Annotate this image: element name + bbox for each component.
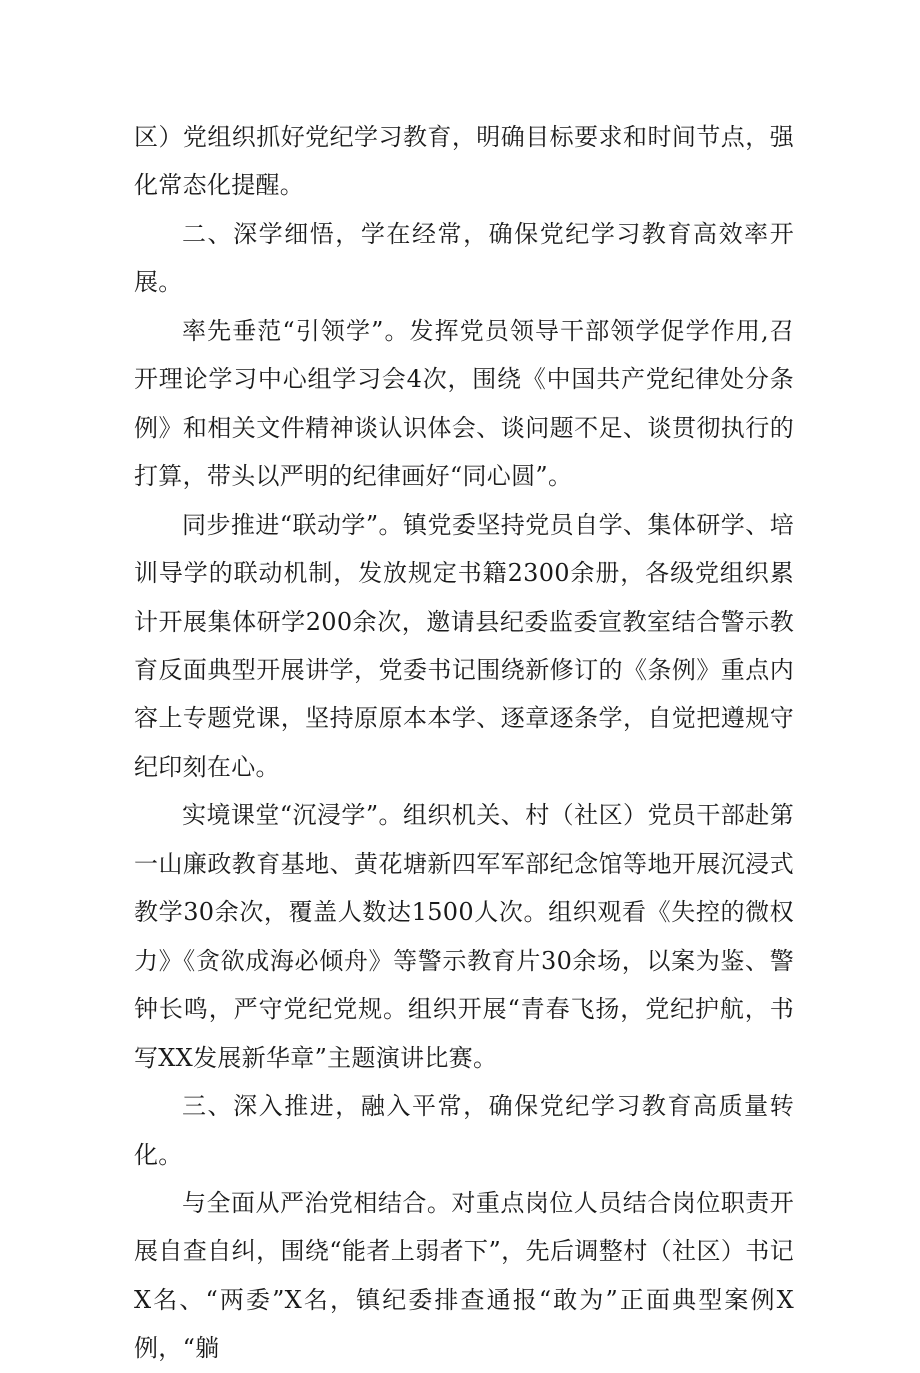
- paragraph-continuation: 区）党组织抓好党纪学习教育，明确目标要求和时间节点，强化常态化提醒。: [134, 123, 794, 200]
- document-body: [134, 113, 794, 1373]
- paragraph-strict-governance: 与全面从严治党相结合。对重点岗位人员结合岗位职责开展自查自纠，围绕“能者上弱者下”，先后调整村（社区）书记X名、“两委”X名，镇纪委排查通报“敢为”正面典型案例X例，“躺: [134, 1188, 794, 1363]
- paragraph-leading-study: 率先垂范“引领学”。发挥党员领导干部领学促学作用,召开理论学习中心组学习会4次，围绕《中国共产党纪律处分条例》和相关文件精神谈认识体会、谈问题不足、谈贯彻执行的打算，带头以严明的纪律画好“同心圆”。: [134, 316, 794, 491]
- section-heading-three: 三、深入推进，融入平常，确保党纪学习教育高质量转化。: [134, 1092, 794, 1169]
- paragraph-linked-study: 同步推进“联动学”。镇党委坚持党员自学、集体研学、培训导学的联动机制，发放规定书籍2300余册，各级党组织累计开展集体研学200余次，邀请县纪委监委宣教室结合警示教育反面典型开展讲学，党委书记围绕新修订的《条例》重点内容上专题党课，坚持原原本本学、逐章逐条学，自觉把遵规守纪印刻在心。: [134, 510, 794, 781]
- section-heading-two: 二、深学细悟，学在经常，确保党纪学习教育高效率开展。: [134, 219, 794, 297]
- paragraph-immersive-study: 实境课堂“沉浸学”。组织机关、村（社区）党员干部赴第一山廉政教育基地、黄花塘新四军军部纪念馆等地开展沉浸式教学30余次，覆盖人数达1500人次。组织观看《失控的微权力》《贪欲成海必倾舟》等警示教育片30余场，以案为鉴、警钟长鸣，严守党纪党规。组织开展“青春飞扬，党纪护航，书写XX发展新华章”主题演讲比赛。: [134, 801, 794, 1072]
